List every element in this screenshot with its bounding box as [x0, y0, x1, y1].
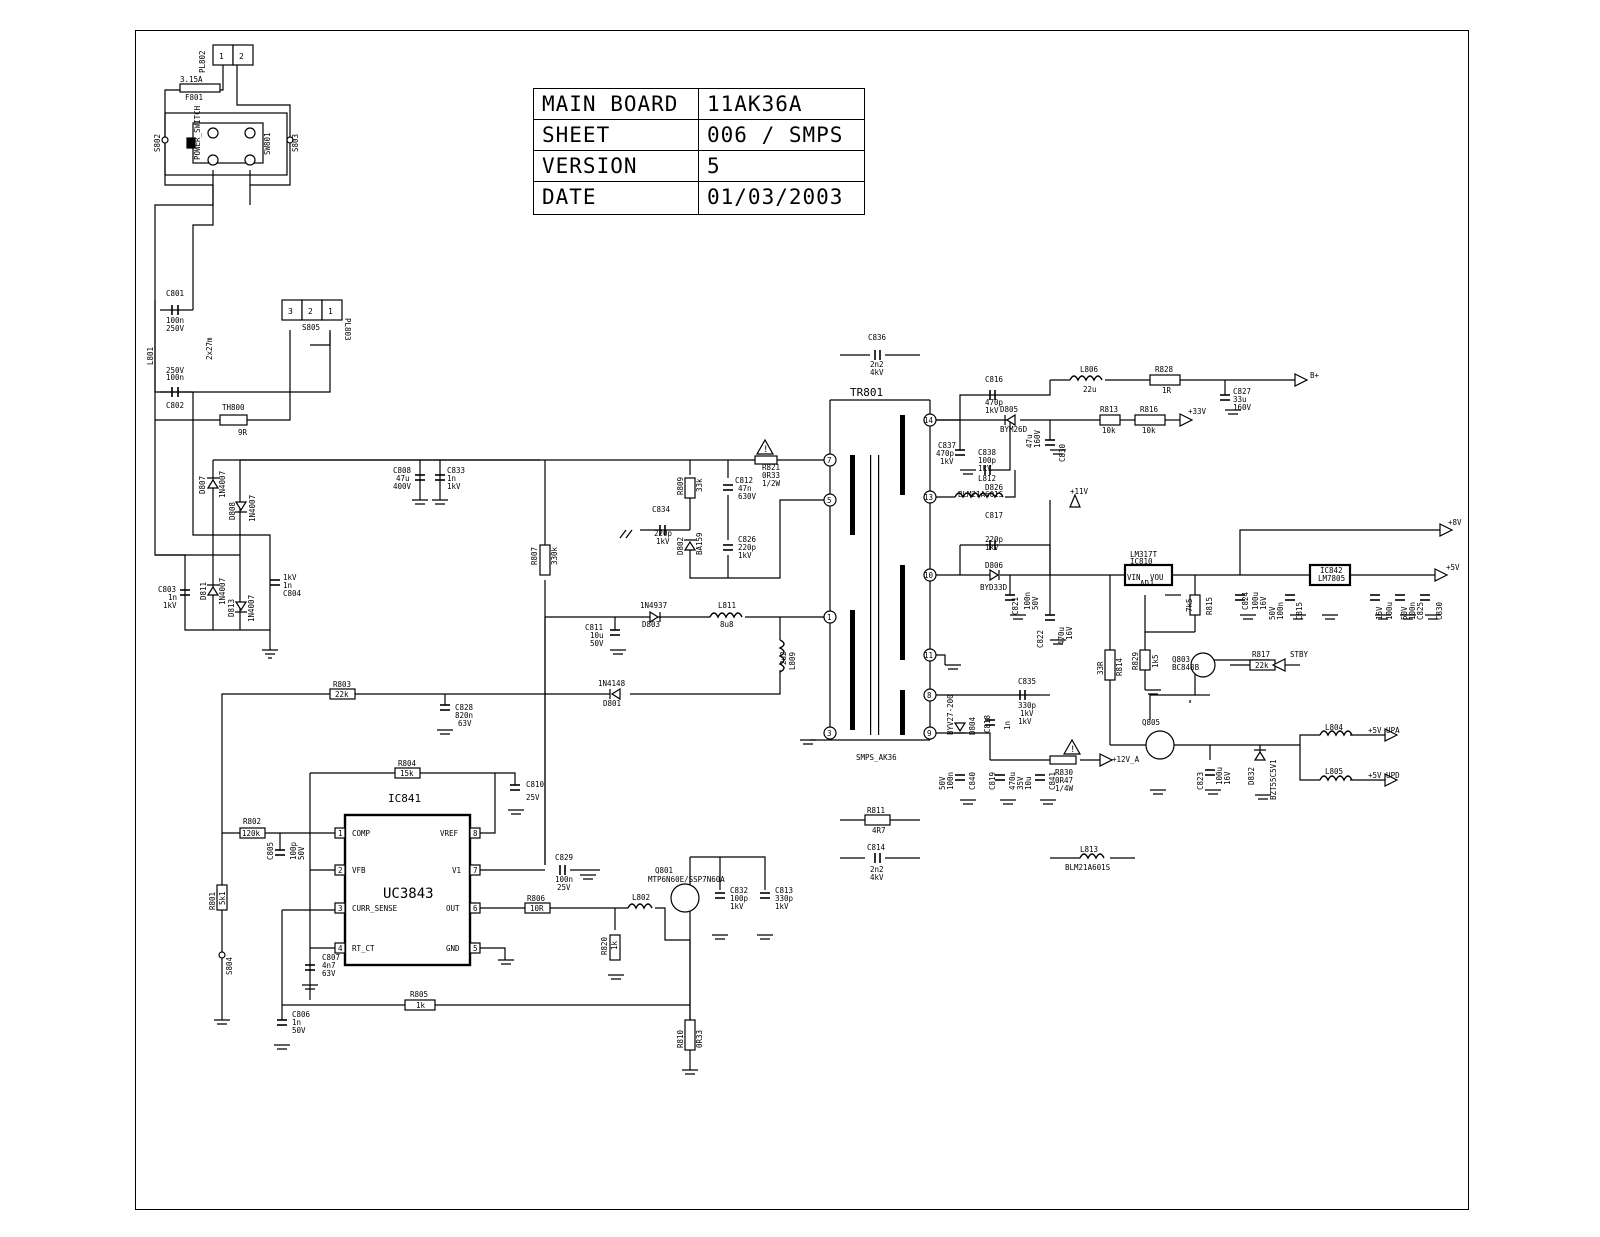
d804-label: D804 [968, 716, 977, 735]
c821-label: C821 [1011, 596, 1020, 615]
c838-value: 100p [978, 456, 997, 465]
switch-pin1 [245, 128, 255, 138]
d832-type: BZT55C5V1 [1269, 759, 1278, 800]
c803-value: 1n [168, 593, 178, 602]
d803-type: 1N4937 [640, 601, 668, 610]
c825-voltage: 50V [1400, 606, 1409, 620]
l801-value: 2x27m [205, 337, 214, 360]
r802-label: R802 [243, 817, 262, 826]
tr801-pin8-num: 8 [927, 691, 932, 700]
c835-voltage: 1kV [1018, 717, 1032, 726]
switch-pin2 [245, 155, 255, 165]
title-value-sheet: 006 / SMPS [707, 123, 844, 147]
svg-text:2: 2 [239, 52, 244, 61]
c804-voltage: 1kV [283, 573, 297, 582]
switch-pin4 [208, 155, 218, 165]
d802-label: D802 [676, 536, 685, 555]
c811-label: C811 [585, 623, 604, 632]
c822-label: C822 [1036, 629, 1045, 648]
tr801-pin7-num: 7 [827, 456, 832, 465]
c825-label: C825 [1416, 601, 1425, 620]
connector-pin-numbers [219, 52, 333, 316]
ic810-vin: VIN [1127, 573, 1141, 582]
title-value-date: 01/03/2003 [707, 185, 844, 209]
ic842-type: LM7805 [1318, 574, 1346, 583]
v33-net-label: +33V [1188, 407, 1207, 416]
s802-label: S802 [153, 133, 162, 152]
d801-type: 1N4148 [598, 679, 626, 688]
c840-label: C840 [968, 771, 977, 790]
svg-text:!: ! [1070, 745, 1076, 755]
ic841-pin2-name: VFB [352, 866, 366, 875]
r809-label: R809 [676, 476, 685, 495]
c801-value: 100n [166, 316, 185, 325]
c806-label: C806 [292, 1010, 311, 1019]
v11-net-label: +11V [1070, 487, 1089, 496]
c810-voltage: 25V [526, 793, 540, 802]
c828-voltage: 63V [458, 719, 472, 728]
c832-label: C832 [730, 886, 749, 895]
c826-label: C826 [738, 535, 757, 544]
r817-label: R817 [1252, 650, 1271, 659]
tr801-pin10-num: 10 [924, 571, 934, 580]
c825-value: 100n [1408, 601, 1417, 620]
l805-label: L805 [1325, 767, 1344, 776]
s802-contact [162, 137, 168, 143]
r828-label: R828 [1155, 365, 1174, 374]
l813-type: BLM21A601S [1065, 863, 1111, 872]
d806-label: D806 [985, 561, 1004, 570]
resistor-r813 [1100, 415, 1120, 425]
c833-voltage: 1kV [447, 482, 461, 491]
c834-label: C834 [652, 505, 671, 514]
c812-value: 47n [738, 484, 752, 493]
c815-label: C815 [1295, 601, 1304, 620]
ic841-pin5-name: GND [446, 944, 460, 953]
c830b-voltage: 16V [1375, 606, 1384, 620]
c822-voltage: 16V [1065, 626, 1074, 640]
r801-value: 5k1 [218, 891, 227, 905]
c835-label: C835 [1018, 677, 1037, 686]
c803-voltage: 1kV [163, 601, 177, 610]
c813-voltage: 1kV [775, 902, 789, 911]
l809-label: L809 [788, 651, 797, 670]
svg-text:1: 1 [219, 52, 224, 61]
ic810-label: IC810 [1130, 557, 1153, 566]
c819-value: 470u [1008, 771, 1017, 790]
c802-value: 100n [166, 373, 185, 382]
tr801-pin11-num: 11 [924, 651, 934, 660]
r830-label: R830 [1055, 768, 1074, 777]
d807-label: D807 [198, 475, 207, 494]
c811-value: 10u [590, 631, 604, 640]
c817-label: C817 [985, 511, 1004, 520]
c821-voltage: 50V [1031, 596, 1040, 610]
c838-voltage: 1kV [978, 464, 992, 473]
ic841-pin1-name: COMP [352, 829, 371, 838]
d807-type: 1N4007 [218, 470, 227, 498]
ic841-pin2-num: 2 [338, 866, 343, 875]
tr801-pin1-num: 1 [827, 613, 832, 622]
resistor-r814 [1105, 650, 1115, 680]
v8-net-label: +8V [1448, 518, 1462, 527]
r805-value: 1k [416, 1001, 426, 1010]
c815-voltage: 50V [1268, 606, 1277, 620]
d811-type: 1N4007 [218, 577, 227, 605]
c832-voltage: 1kV [730, 902, 744, 911]
c838-label: C838 [978, 448, 997, 457]
r807-label: R807 [530, 546, 539, 565]
svg-text:3: 3 [288, 307, 293, 316]
c818-label: C818 [983, 714, 992, 733]
ic841-pin4-name: RT_CT [352, 944, 375, 953]
c824-value: 100u [1251, 591, 1260, 610]
d805-label: D805 [1000, 405, 1019, 414]
c808-voltage: 400V [393, 482, 412, 491]
c832-value: 100p [730, 894, 749, 903]
c823-value: 100u [1215, 766, 1224, 785]
ic841-pin5-num: 5 [473, 944, 478, 953]
d801-label: D801 [603, 699, 622, 708]
l801-label: L801 [146, 346, 155, 365]
c804-label: C804 [283, 589, 302, 598]
d808-type: 1N4007 [248, 494, 257, 522]
r815-label: R815 [1205, 596, 1214, 615]
resistor-r811 [865, 815, 890, 825]
l802-label: L802 [632, 893, 651, 902]
d805-type: BYM26D [1000, 425, 1028, 434]
c807-value: 4n7 [322, 961, 336, 970]
pl802-label: PL802 [198, 50, 207, 73]
title-value-version: 5 [707, 154, 721, 178]
c812-voltage: 630V [738, 492, 757, 501]
c805-value: 100p [289, 841, 298, 860]
switch-pin3 [208, 128, 218, 138]
l811-value: 8u8 [720, 620, 734, 629]
svg-text:2: 2 [308, 307, 313, 316]
ic841-pin7-name: V1 [452, 866, 462, 875]
r811-value: 4R7 [872, 826, 886, 835]
c826-value: 220p [738, 543, 757, 552]
c813-label: C813 [775, 886, 794, 895]
tr801-label: TR801 [850, 386, 884, 399]
ic841-pin3-num: 3 [338, 904, 343, 913]
c804-value: 1n [283, 581, 293, 590]
c834-voltage: 1kV [656, 537, 670, 546]
bplus-net-label: B+ [1310, 371, 1320, 380]
tr801-pin5-num: 5 [827, 496, 832, 505]
r816-value: 10k [1142, 426, 1156, 435]
s804-label: S804 [225, 956, 234, 975]
title-value-board: 11AK36A [707, 92, 803, 116]
c833-value: 1n [447, 474, 457, 483]
resistor-r816 [1135, 415, 1165, 425]
diode-symbols [207, 415, 1266, 760]
c828-label: C828 [455, 703, 474, 712]
fuse-ref-label: F801 [185, 93, 204, 102]
c837-value: 470p [936, 449, 955, 458]
r807-value: 330k [550, 546, 559, 565]
ic841-pin8-name: VREF [440, 829, 459, 838]
c830b-value: 100u [1385, 601, 1394, 620]
transformer-windings [850, 415, 905, 735]
th800-value: 9R [238, 428, 248, 437]
c811-voltage: 50V [590, 639, 604, 648]
c816-voltage: 1kV [985, 406, 999, 415]
c819-label: C819 [988, 771, 997, 790]
c808-label: C808 [393, 466, 412, 475]
switch-label: POWER_SWITCH [193, 105, 202, 160]
c807-voltage: 63V [322, 969, 336, 978]
stby-net-label: STBY [1290, 650, 1309, 659]
c802-voltage: 250V [166, 366, 185, 375]
c824-voltage: 16V [1259, 596, 1268, 610]
r810-label: R810 [676, 1029, 685, 1048]
l811-label: L811 [718, 601, 737, 610]
r803-value: 22k [335, 690, 349, 699]
c822-value: 470u [1057, 626, 1066, 645]
c836-label: C836 [868, 333, 887, 342]
c814-voltage: 4kV [870, 873, 884, 882]
resistor-r807 [540, 545, 550, 575]
r804-label: R804 [398, 759, 417, 768]
s805-label: S805 [302, 323, 321, 332]
c814-label: C814 [867, 843, 886, 852]
thermistor-th800 [220, 415, 247, 425]
c830b-label: C830 [1435, 601, 1444, 620]
c836-value: 2n2 [870, 360, 884, 369]
v5upa-net-label: +5V_UPA [1368, 726, 1400, 735]
c803-label: C803 [158, 585, 177, 594]
c828-value: 820n [455, 711, 474, 720]
c835-value: 330p [1018, 701, 1037, 710]
title-key-board: MAIN BOARD [542, 92, 679, 116]
resistor-r810 [685, 1020, 695, 1050]
r821-value: 0R33 [762, 471, 781, 480]
ic841-pin1-num: 1 [338, 829, 343, 838]
c806-voltage: 50V [292, 1026, 306, 1035]
title-key-date: DATE [542, 185, 597, 209]
ic810-type: LM317T [1130, 550, 1158, 559]
r809-value: 33k [695, 478, 704, 492]
ic842-label: IC842 [1320, 566, 1343, 575]
c823-label: C823 [1196, 771, 1205, 790]
resistor-r829 [1140, 650, 1150, 670]
c829-voltage: 25V [557, 883, 571, 892]
d803-label: D803 [642, 620, 661, 629]
c841-label: C841 [1048, 771, 1057, 790]
c830-value: 47u [1025, 434, 1034, 448]
ic841-part: UC3843 [383, 886, 434, 902]
c805-voltage: 50V [297, 846, 306, 860]
l804-label: L804 [1325, 723, 1344, 732]
r821-label: R821 [762, 463, 781, 472]
d813-label: D813 [227, 598, 236, 617]
c837-voltage: 1kV [940, 457, 954, 466]
d804-type: BYV27-200 [946, 694, 955, 735]
l812-label: L812 [978, 474, 997, 483]
c836-voltage: 4kV [870, 368, 884, 377]
c829-value: 100n [555, 875, 574, 884]
transformer-pin-numbers [827, 416, 934, 738]
ic841-pin6-num: 6 [473, 904, 478, 913]
tr801-part: SMPS_AK36 [856, 753, 897, 762]
r806-label: R806 [527, 894, 546, 903]
ic841-pin6-name: OUT [446, 904, 460, 913]
mosfet-q801 [671, 884, 699, 912]
d832-label: D832 [1247, 766, 1256, 785]
ic810-adj: ADJ [1140, 579, 1154, 588]
c813-value: 330p [775, 894, 794, 903]
c808-value: 47u [396, 474, 410, 483]
ic841-pin7-num: 7 [473, 866, 478, 875]
c816-label: C816 [985, 375, 1004, 384]
d826-label: D826 [985, 483, 1004, 492]
c801-label: C801 [166, 289, 185, 298]
l812-type: BLM21A601S [958, 490, 1004, 499]
c810-label: C810 [526, 780, 545, 789]
c821-value: 100n [1023, 591, 1032, 610]
r813-value: 10k [1102, 426, 1116, 435]
r820-label: R820 [600, 936, 609, 955]
tr801-pin3-num: 3 [827, 729, 832, 738]
c830-voltage: 160V [1033, 429, 1042, 448]
v12a-net-label: +12V_A [1112, 755, 1140, 764]
r803-label: R803 [333, 680, 352, 689]
c833-label: C833 [447, 466, 466, 475]
d811-label: D811 [199, 581, 208, 600]
c805-label: C805 [266, 841, 275, 860]
q801-label: Q801 [655, 866, 674, 875]
c837-label: C837 [938, 441, 957, 450]
r820-value: 1k [610, 940, 619, 950]
d813-type: 1N4007 [247, 594, 256, 622]
r828-value: 1R [1162, 386, 1172, 395]
d806-type: BYD33D [980, 583, 1008, 592]
r829-value: 1k5 [1151, 654, 1160, 668]
c830-label: C830 [1058, 443, 1067, 462]
r815-value: 7k5 [1185, 598, 1194, 612]
c814-value: 2n2 [870, 865, 884, 874]
ic841-pin3-name: CURR_SENSE [352, 904, 398, 913]
c817-value: 220p [985, 535, 1004, 544]
c812-label: C812 [735, 476, 754, 485]
c827-label: C827 [1233, 387, 1252, 396]
c827-voltage: 160V [1233, 403, 1252, 412]
th800-label: TH800 [222, 403, 245, 412]
c819-voltage: 35V [1016, 776, 1025, 790]
transistor-q805 [1146, 731, 1174, 759]
title-key-version: VERSION [542, 154, 638, 178]
c802-label: C802 [166, 401, 185, 410]
switch-ref-label: SW801 [263, 132, 272, 155]
tr801-pin9-num: 9 [927, 729, 932, 738]
ground-symbols [214, 410, 1441, 1074]
c816-value: 470p [985, 398, 1004, 407]
c817-voltage: 1kV [985, 543, 999, 552]
c815-value: 100n [1276, 601, 1285, 620]
l809-value: 2u2 [779, 651, 788, 665]
c807-label: C807 [322, 953, 341, 962]
r806-value: 10R [530, 904, 544, 913]
title-key-sheet: SHEET [542, 123, 611, 147]
resistor-r809 [685, 478, 695, 498]
c801-voltage: 250V [166, 324, 185, 333]
tr801-pin13-num: 13 [924, 493, 934, 502]
r816-label: R816 [1140, 405, 1159, 414]
resistor-r830 [1050, 756, 1076, 764]
r805-label: R805 [410, 990, 429, 999]
ic841-label: IC841 [388, 792, 422, 805]
v5upd-net-label: +5V_UPD [1368, 771, 1400, 780]
c829-label: C829 [555, 853, 574, 862]
r830-value: 0R47 [1055, 776, 1074, 785]
c824-label: C824 [1241, 591, 1250, 610]
d802-type: BA159 [695, 532, 704, 555]
c818-value: 1n [1003, 720, 1012, 730]
r804-value: 15k [400, 769, 414, 778]
l806-label: L806 [1080, 365, 1099, 374]
c840-voltage: 50V [938, 776, 947, 790]
r817-value: 22k [1255, 661, 1269, 670]
c840-value: 100n [946, 771, 955, 790]
c834-value: 220p [654, 529, 673, 538]
svg-text:1: 1 [328, 307, 333, 316]
tr801-pin14-num: 14 [924, 416, 934, 425]
s803-label: S803 [291, 133, 300, 152]
r829-label: R829 [1131, 651, 1140, 670]
fuse-f801 [180, 84, 220, 92]
l813-label: L813 [1080, 845, 1099, 854]
svg-text:!: ! [763, 445, 769, 455]
c806-value: 1n [292, 1018, 302, 1027]
r814-label: R814 [1115, 657, 1124, 676]
ic810-vou: VOU [1150, 573, 1164, 582]
q801-type: MTP6N60E/SSP7N60A [648, 875, 725, 884]
c826-voltage: 1kV [738, 551, 752, 560]
c841-value: 10u [1024, 776, 1033, 790]
r810-value: 0R33 [695, 1029, 704, 1048]
v5-net-label: +5V [1446, 563, 1460, 572]
c823-voltage: 16V [1223, 771, 1232, 785]
ic841-pin4-num: 4 [338, 944, 343, 953]
r814-value: 33R [1096, 661, 1105, 675]
l806-value: 22u [1083, 385, 1097, 394]
c827-value: 33u [1233, 395, 1247, 404]
fuse-rating-label: 3.15A [180, 75, 203, 84]
component-labels [146, 50, 1462, 1048]
c835-voltage: 1kV [1020, 709, 1034, 718]
r821-wattage: 1/2W [762, 479, 781, 488]
q803-type: BC848B [1172, 663, 1200, 672]
q803-label: Q803 [1172, 655, 1191, 664]
ic841-pin8-num: 8 [473, 829, 478, 838]
r813-label: R813 [1100, 405, 1119, 414]
r802-value: 120k [242, 829, 261, 838]
resistor-r828 [1150, 375, 1180, 385]
q805-label: Q805 [1142, 718, 1161, 727]
d808-label: D808 [228, 501, 237, 520]
r801-label: R801 [208, 891, 217, 910]
pl803-label: PL803 [343, 318, 352, 341]
r811-label: R811 [867, 806, 886, 815]
r830-wattage: 1/4W [1055, 784, 1074, 793]
